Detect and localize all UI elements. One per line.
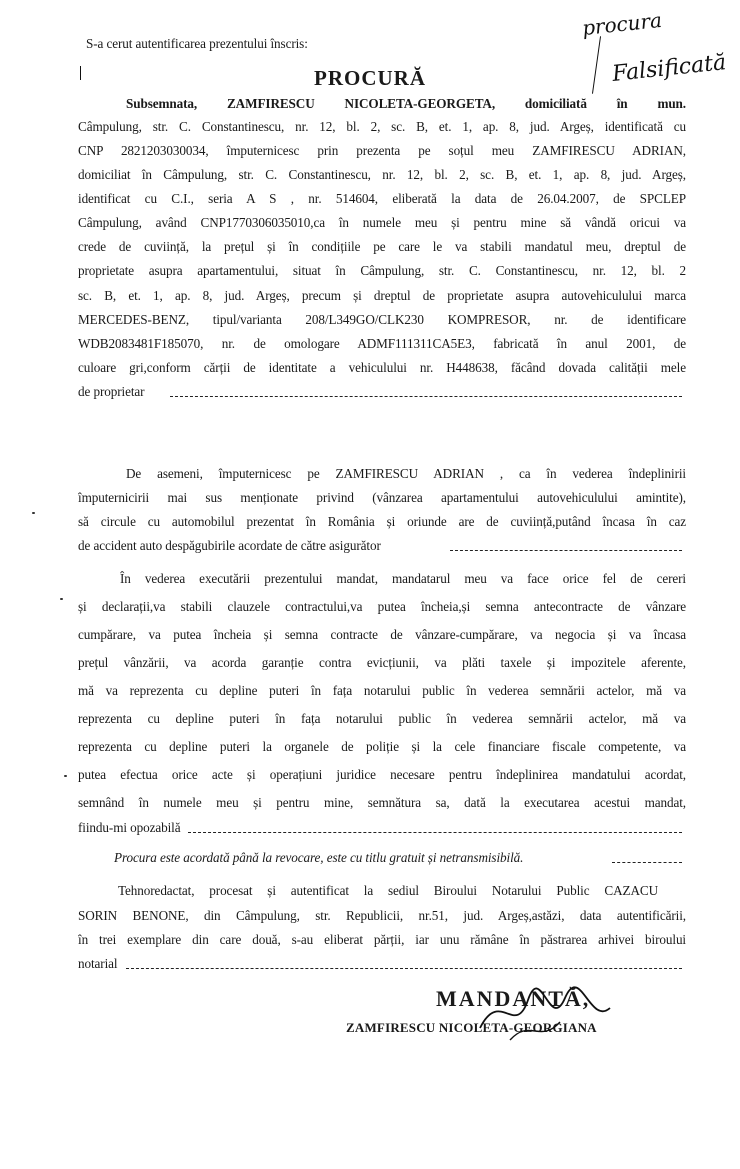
revocation-clause: Procura este acordată până la revocare, este cu titlu gratuit și netransmisibilă. bbox=[114, 850, 524, 865]
text-line: mă va reprezenta cu depline puteri în fața notarului public în vederea semnării actelor, mă va bbox=[78, 683, 686, 698]
handwritten-note-line1: procura bbox=[580, 7, 664, 41]
text-line: prețul vânzării, va acorda garanție contra evicțiunii, va plăti taxele și impozitele aferente, bbox=[78, 655, 686, 670]
signatory-name: ZAMFIRESCU NICOLETA-GEORGIANA bbox=[346, 1020, 597, 1035]
text-line: CNP 2821203030034, împuternicesc prin prezenta pe soțul meu ZAMFIRESCU ADRIAN, bbox=[78, 143, 686, 158]
handwritten-signature-scribble bbox=[470, 978, 620, 1048]
text-line: Subsemnata, ZAMFIRESCU NICOLETA-GEORGETA, domiciliată în mun. bbox=[126, 96, 686, 111]
header-note: S-a cerut autentificarea prezentului înscris: bbox=[86, 36, 308, 51]
text-line: WDB2083481F185070, nr. de omologare ADMF111311CA5E3, fabricată în anul 2001, de bbox=[78, 336, 686, 351]
text-line: notarial bbox=[78, 956, 118, 971]
dash-filler bbox=[188, 832, 682, 833]
text-line: de proprietar bbox=[78, 384, 145, 399]
text-line: semnând în numele meu și pentru mine, semnătura sa, dată la executarea acestui mandat, bbox=[78, 795, 686, 810]
text-line: crede de cuviință, la prețul și în condițiile pe care le va stabili mandatul meu, dreptul de bbox=[78, 239, 686, 254]
text-line: identificat cu C.I., seria A S , nr. 514604, eliberată la data de 26.04.2007, de SPCLEP bbox=[78, 191, 686, 206]
dash-filler bbox=[612, 862, 682, 863]
document-title: PROCURĂ bbox=[314, 66, 426, 90]
scan-speck bbox=[64, 775, 67, 777]
text-line: Câmpulung, având CNP1770306035010,ca în numele meu și pentru mine să vândă oricui va bbox=[78, 215, 686, 230]
scan-speck bbox=[60, 598, 63, 600]
dash-filler bbox=[450, 550, 682, 551]
text-line: putea efectua orice acte și operațiuni juridice necesare pentru îndeplinirea mandatului acordat, bbox=[78, 767, 686, 782]
text-line: să circule cu automobilul prezentat în România și oriunde are de cuviință,putând încasa în caz bbox=[78, 514, 686, 529]
text-line: SORIN BENONE, din Câmpulung, str. Republicii, nr.51, jud. Argeș,astăzi, data autentificării, bbox=[78, 908, 686, 923]
text-line: proprietate asupra apartamentului, situat în Câmpulung, str. C. Constantinescu, nr. 12, bl. 2 bbox=[78, 263, 686, 278]
text-line: în trei exemplare din care două, s-au eliberat părții, iar unu rămâne în păstrarea arhivei biroului bbox=[78, 932, 686, 947]
text-line: și declarații,va stabili clauzele contractului,va putea încheia,și semna antecontracte de vânzare bbox=[78, 599, 686, 614]
text-line: reprezenta cu depline puteri la organele de poliție și la cele financiare fiscale competente, va bbox=[78, 739, 686, 754]
text-line: domiciliat în Câmpulung, str. C. Constantinescu, nr. 12, bl. 2, sc. B, et. 1, ap. 8, jud. Argeș, bbox=[78, 167, 686, 182]
signature-title: MANDANTĂ, bbox=[436, 986, 591, 1011]
text-line: Câmpulung, str. C. Constantinescu, nr. 12, bl. 2, sc. B, et. 1, ap. 8, jud. Argeș, identificată cu bbox=[78, 119, 686, 134]
text-line: reprezenta cu depline puteri în fața notarului public în vederea semnării actelor, mă va bbox=[78, 711, 686, 726]
handwritten-note-line2: Falsificată bbox=[611, 50, 728, 87]
text-line: Tehnoredactat, procesat și autentificat la sediul Biroului Notarului Public CAZACU bbox=[118, 883, 658, 898]
text-line: sc. B, et. 1, ap. 8, jud. Argeș, precum și dreptul de proprietate asupra autovehiculului marca bbox=[78, 288, 686, 303]
text-line: În vederea executării prezentului mandat, mandatarul meu va face orice fel de cereri bbox=[120, 571, 686, 586]
scan-speck bbox=[32, 512, 35, 514]
text-line: MERCEDES-BENZ, tipul/varianta 208/L349GO/CLK230 KOMPRESOR, nr. de identificare bbox=[78, 312, 686, 327]
dash-filler bbox=[170, 396, 682, 397]
text-line: fiindu-mi opozabilă bbox=[78, 820, 181, 835]
dash-filler bbox=[126, 968, 682, 969]
text-line: împuternicirii mai sus menționate privind (vânzarea apartamentului autovehiculului amintite), bbox=[78, 490, 686, 505]
text-line: cumpărare, va putea încheia și semna contracte de vânzare-cumpărare, va negocia și va încasa bbox=[78, 627, 686, 642]
text-line: de accident auto despăgubirile acordate de către asigurător bbox=[78, 538, 381, 553]
text-line: culoare gri,conform cărții de identitate a vehiculului nr. H448638, făcând dovada calității mele bbox=[78, 360, 686, 375]
text-line: De asemeni, împuternicesc pe ZAMFIRESCU ADRIAN , ca în vederea îndeplinirii bbox=[126, 466, 686, 481]
